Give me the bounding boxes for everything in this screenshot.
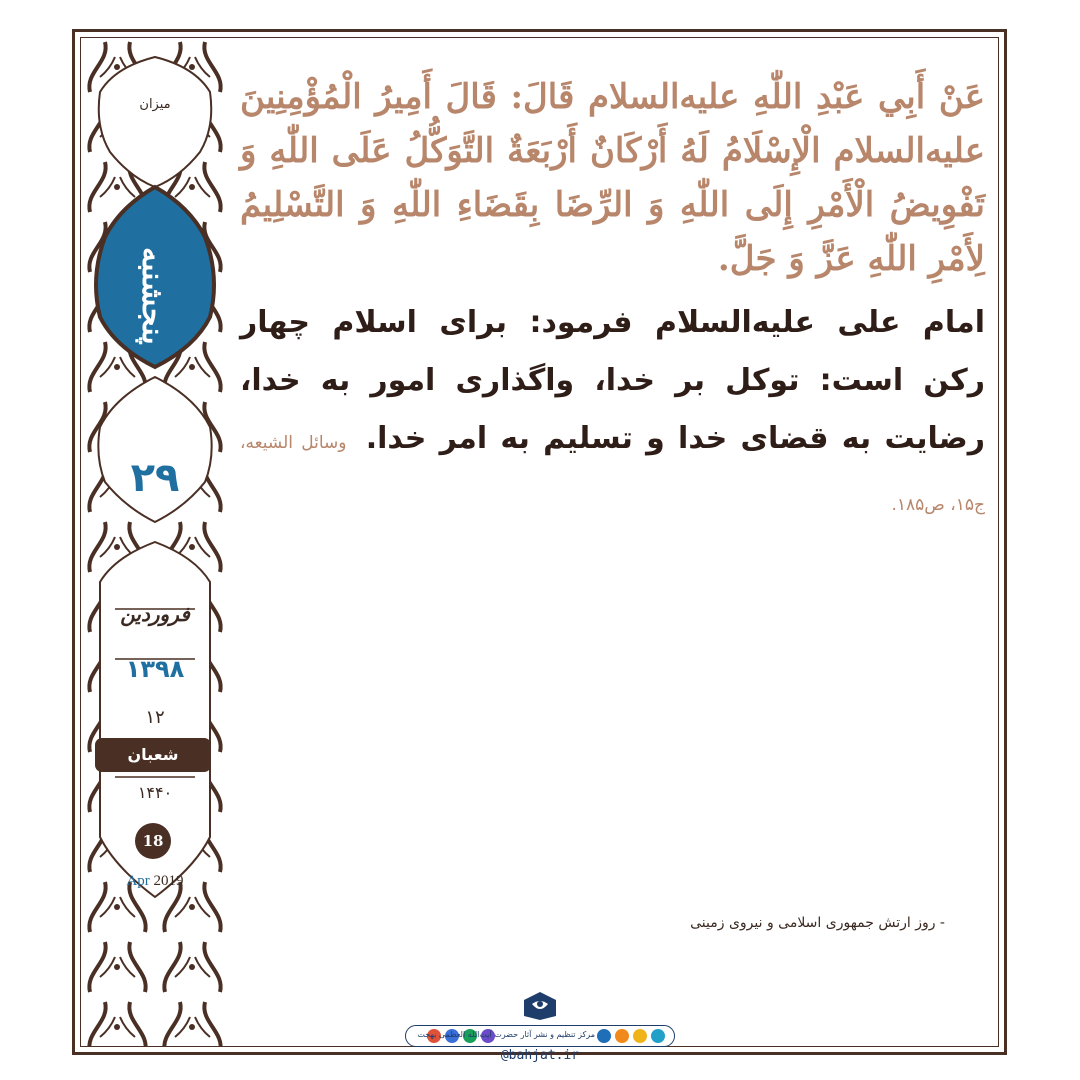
occasion-note: - روز ارتش جمهوری اسلامی و نیروی زمینی (690, 915, 945, 931)
soroush-icon[interactable] (651, 1029, 665, 1043)
solar-year: ۱۳۹۸ (125, 655, 185, 683)
footer-branding (405, 990, 675, 1070)
gregorian-month: Apr (126, 873, 150, 889)
gregorian-month-year (80, 873, 230, 890)
hadith-arabic-text: عَنْ أَبِي عَبْدِ اللّٰهِ عليه‌السلام قَالَ: قَالَ أَمِيرُ الْمُؤْمِنِينَ عليه‌السلام الْإِسْلَامُ لَهُ أَرْكَانٌ أَرْبَعَةٌ التَّوَكُّلُ عَلَى اللّٰهِ وَ تَفْوِيضُ الْأَمْرِ إِلَى اللّٰهِ وَ الرِّضَا بِقَضَاءِ اللّٰهِ وَ التَّسْلِيمُ لِأَمْرِ اللّٰهِ عَزَّ وَ جَلَّ. (240, 77, 985, 279)
calendar-sidebar (80, 37, 230, 1047)
hijri-year: ۱۴۴۰ (137, 783, 173, 802)
gregorian-year: 2019 (153, 873, 184, 889)
zodiac-label: میزان (139, 97, 171, 112)
hadith-source: وسائل الشیعه، ج۱۵، ص۱۸۵. (240, 433, 985, 515)
hijri-day: ۱۲ (145, 707, 165, 728)
solar-day: ۲۹ (130, 455, 180, 501)
hadith-content (240, 70, 985, 534)
instagram-handle[interactable]: @bahjat.ir (500, 1048, 580, 1063)
bale-icon[interactable] (597, 1029, 611, 1043)
persian-text: امام علی عليه‌السلام فرمود: برای اسلام چهار رکن است: توکل بر خدا، واگذاری امور به خدا، رضایت به قضای خدا و تسلیم به امر خدا. (240, 305, 985, 456)
igap-icon[interactable] (633, 1029, 647, 1043)
ornament-border-icon (80, 37, 230, 1047)
hijri-month: شعبان (95, 738, 211, 772)
logo-icon (520, 990, 560, 1022)
hadith-persian-translation (240, 294, 985, 534)
solar-month: فروردین (120, 602, 190, 626)
rubika-icon[interactable] (615, 1029, 629, 1043)
weekday-label: پنجشنبه (135, 247, 170, 345)
gregorian-day: 18 (135, 823, 171, 859)
organization-name: مرکز تنظیم و نشر آثار حضرت آیت‌الله العظمی بهجت (417, 1030, 595, 1039)
